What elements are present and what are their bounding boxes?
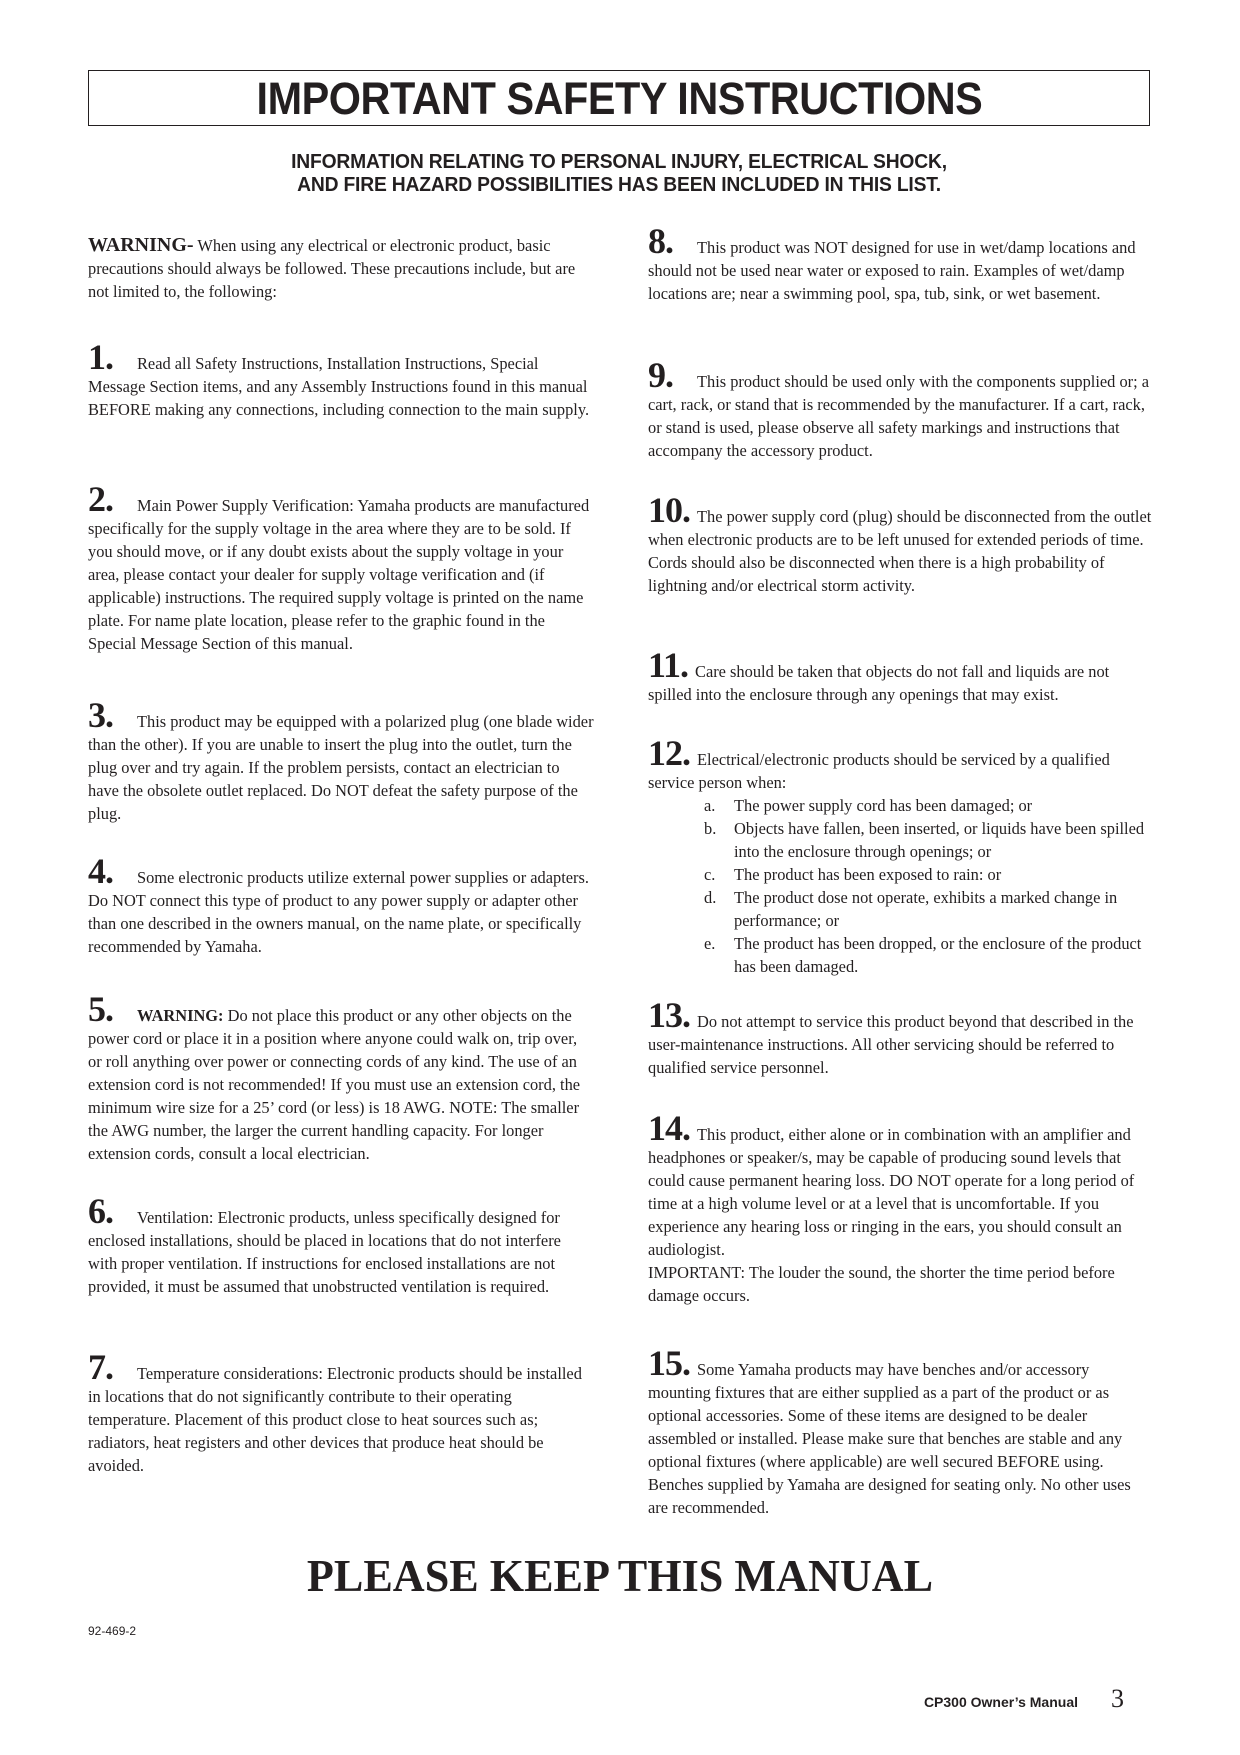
instruction-item-14 xyxy=(648,1108,1154,1307)
sub-item-d xyxy=(704,886,1154,932)
document-code: 92-469-2 xyxy=(88,1624,137,1638)
item-number: 1. xyxy=(88,337,113,377)
sub-item-text: The product dose not operate, exhibits a marked change in performance; or xyxy=(734,888,1118,930)
instruction-item-1 xyxy=(88,337,594,421)
sub-item-letter: e. xyxy=(704,934,716,953)
page-number: 3 xyxy=(1111,1684,1124,1713)
instruction-item-4 xyxy=(88,851,594,958)
sub-item-b xyxy=(704,817,1154,863)
sub-item-letter: b. xyxy=(704,819,717,838)
item-number: 13. xyxy=(648,995,690,1035)
sub-item-a xyxy=(704,794,1154,817)
instruction-item-10 xyxy=(648,490,1154,597)
item-bold-lead: WARNING: xyxy=(137,1006,224,1025)
item-text: Do not place this product or any other objects on the power cord or place it in a position where anyone could walk on, trip over, or roll anything over power or connecting cords of any kind. The use of an extension cord is not recommended! If you must use an extension cord, the minimum wire size for a 25’ cord (or less) is 18 AWG. NOTE: The smaller the AWG number, the larger the current handling capacity. For longer extension cords, consult a local electrician. xyxy=(88,1006,581,1163)
item-number: 7. xyxy=(88,1347,113,1387)
service-conditions-list xyxy=(648,794,1154,978)
instruction-item-9 xyxy=(648,355,1154,462)
item-text: Temperature considerations: Electronic products should be installed in locations that do not significantly contribute to their operating temperature. Placement of this product close to heat sources such as; radiators, heat registers and other devices that produce heat should be avoided. xyxy=(88,1364,582,1475)
instruction-item-8 xyxy=(648,221,1154,305)
item-number: 11. xyxy=(648,645,689,685)
item-number: 9. xyxy=(648,355,673,395)
item-text: This product was NOT designed for use in wet/damp locations and should not be used near water or exposed to rain. Examples of wet/damp locations are; near a swimming pool, spa, tub, sink, or wet basement. xyxy=(648,238,1136,303)
item-number: 5. xyxy=(88,989,113,1029)
instruction-item-15 xyxy=(648,1343,1154,1519)
instruction-item-12 xyxy=(648,733,1154,978)
item-text: The power supply cord (plug) should be disconnected from the outlet when electronic products are to be left unused for extended periods of time. Cords should also be disconnected when there is a high probability of lightning and/or electrical storm activity. xyxy=(648,507,1152,595)
title-box xyxy=(88,70,1150,126)
subtitle-line-1: INFORMATION RELATING TO PERSONAL INJURY, ELECTRICAL SHOCK, xyxy=(291,150,947,173)
page-title: IMPORTANT SAFETY INSTRUCTIONS xyxy=(256,72,982,124)
item-text: This product should be used only with the components supplied or; a cart, rack, or stand that is recommended by the manufacturer. If a cart, rack, or stand is used, please observe all safety markings and instructions that accompany the accessory product. xyxy=(648,372,1150,460)
sub-item-letter: c. xyxy=(704,865,716,884)
item-number: 14. xyxy=(648,1108,690,1148)
subtitle-line-2: AND FIRE HAZARD POSSIBILITIES HAS BEEN INCLUDED IN THIS LIST. xyxy=(297,173,941,196)
item-text: Read all Safety Instructions, Installation Instructions, Special Message Section items, and any Assembly Instructions found in this manual BEFORE making any connections, including connection to the main supply. xyxy=(88,354,590,419)
sub-item-text: The product has been dropped, or the enclosure of the product has been damaged. xyxy=(734,934,1142,976)
sub-item-text: Objects have fallen, been inserted, or liquids have been spilled into the enclosure through openings; or xyxy=(734,819,1145,861)
item-number: 6. xyxy=(88,1191,113,1231)
warning-lead: WARNING- xyxy=(88,234,194,256)
footer-manual-name: CP300 Owner’s Manual xyxy=(923,1694,1078,1710)
keep-manual-notice: PLEASE KEEP THIS MANUAL xyxy=(306,1550,934,1601)
sub-item-c xyxy=(704,863,1154,886)
sub-item-text: The product has been exposed to rain: or xyxy=(734,865,1002,884)
instruction-item-5 xyxy=(88,989,594,1165)
item-text: Do not attempt to service this product beyond that described in the user-maintenance instructions. All other servicing should be referred to qualified service personnel. xyxy=(648,1012,1134,1077)
important-note: IMPORTANT: The louder the sound, the shorter the time period before damage occurs. xyxy=(648,1263,1115,1305)
item-number: 8. xyxy=(648,221,673,261)
instruction-item-3 xyxy=(88,695,594,825)
item-text: This product may be equipped with a polarized plug (one blade wider than the other). If you are unable to insert the plug into the outlet, turn the plug over and try again. If the problem persists, contact an electrician to have the obsolete outlet replaced. Do NOT defeat the safety purpose of the plug. xyxy=(88,712,594,823)
item-text: Care should be taken that objects do not fall and liquids are not spilled into the enclosure through any openings that may exist. xyxy=(648,662,1110,704)
item-text: Main Power Supply Verification: Yamaha products are manufactured specifically for the supply voltage in the area where they are to be sold. If you should move, or if any doubt exists about the supply voltage in your area, please contact your dealer for supply voltage verification and (if applicable) instructions. The required supply voltage is printed on the name plate. For name plate location, please refer to the graphic found in the Special Message Section of this manual. xyxy=(88,496,590,653)
instruction-item-13 xyxy=(648,995,1154,1079)
item-text: Ventilation: Electronic products, unless specifically designed for enclosed installations, should be placed in locations that do not interfere with proper ventilation. If instructions for enclosed installations are not provided, it must be assumed that unobstructed ventilation is required. xyxy=(88,1208,561,1296)
item-number: 12. xyxy=(648,733,690,773)
item-text: Electrical/electronic products should be serviced by a qualified service person when: xyxy=(648,750,1110,792)
subtitle xyxy=(120,150,1118,196)
sub-item-e xyxy=(704,932,1154,978)
instruction-item-7 xyxy=(88,1347,594,1477)
instruction-item-11 xyxy=(648,645,1154,706)
sub-item-letter: a. xyxy=(704,796,716,815)
item-number: 2. xyxy=(88,479,113,519)
sub-item-letter: d. xyxy=(704,888,717,907)
item-number: 3. xyxy=(88,695,113,735)
item-text: Some Yamaha products may have benches and/or accessory mounting fixtures that are either supplied as a part of the product or as optional accessories. Some of these items are designed to be dealer assembled or installed. Please make sure that benches are stable and any optional fixtures (where applicable) are well secured BEFORE using. Benches supplied by Yamaha are designed for seating only. No other uses are recommended. xyxy=(648,1360,1131,1517)
item-text: This product, either alone or in combination with an amplifier and headphones or speaker/s, may be capable of producing sound levels that could cause permanent hearing loss. DO NOT operate for a long period of time at a high volume level or at a level that is uncomfortable. If you experience any hearing loss or ringing in the ears, you should consult an audiologist. xyxy=(648,1125,1135,1259)
warning-text: When using any electrical or electronic product, basic precautions should always be followed. These precautions include, but are not limited to, the following: xyxy=(88,236,576,301)
instruction-item-6 xyxy=(88,1191,594,1298)
item-number: 10. xyxy=(648,490,690,530)
item-text: Some electronic products utilize external power supplies or adapters. Do NOT connect this type of product to any power supply or adapter other than one described in the owners manual, on the name plate, or specifically recommended by Yamaha. xyxy=(88,868,589,956)
item-number: 15. xyxy=(648,1343,690,1383)
item-number: 4. xyxy=(88,851,113,891)
warning-intro xyxy=(88,234,594,303)
sub-item-text: The power supply cord has been damaged; or xyxy=(734,796,1033,815)
instruction-item-2 xyxy=(88,479,594,655)
